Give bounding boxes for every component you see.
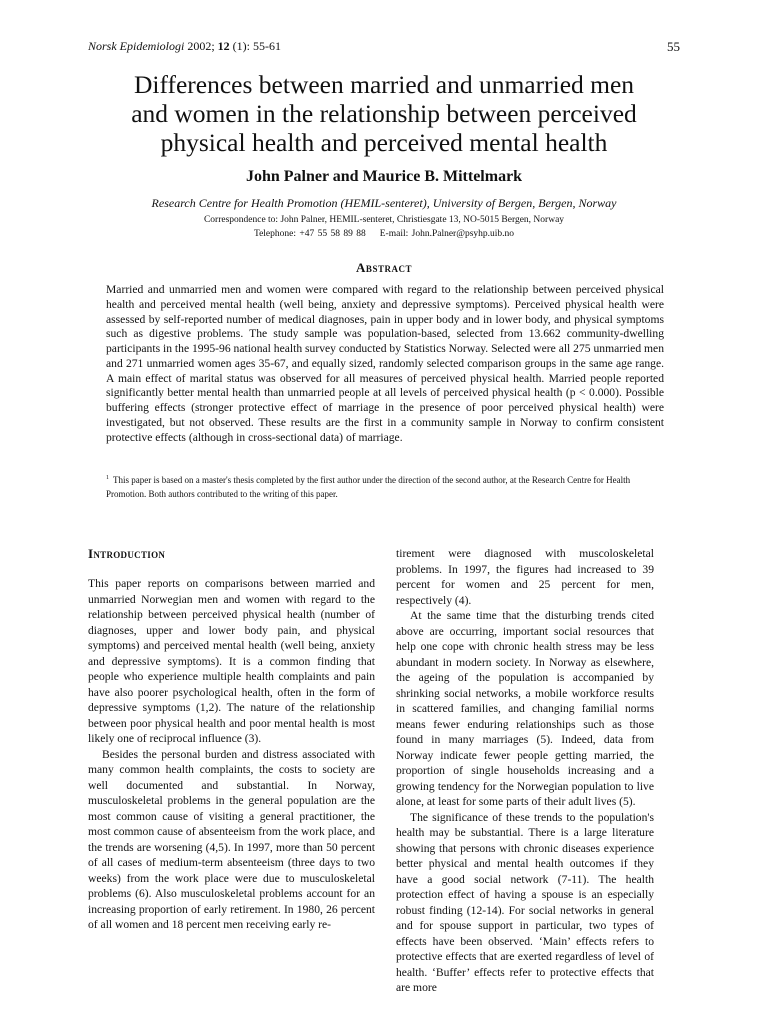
- email: E-mail: John.Palner@psyhp.uib.no: [379, 229, 515, 239]
- paragraph: This paper reports on comparisons between married and unmarried Norwegian men and women with regard to the relationship between perceived physical health (number of diagnoses, upper and lower body pain, and physical symptoms) and perceived mental health (well being, anxiety and depressive symptoms). It is a common finding that people who experience multiple health complaints and pain have also poorer psychological health, often in the form of depressive symptoms (1,2). The nature of the relationship between poor physical health and poor mental health is most likely one of reciprocal influence (3).: [88, 577, 375, 745]
- contact-line: [80, 229, 688, 239]
- title-line: and women in the relationship between perceived: [131, 99, 637, 128]
- telephone: Telephone: +47 55 58 89 88: [253, 229, 366, 239]
- title-line: physical health and perceived mental health: [160, 128, 608, 157]
- correspondence: Correspondence to: John Palner, HEMIL-senteret, Christiesgate 13, NO-5015 Bergen, Norway: [203, 215, 565, 225]
- footnote: [106, 472, 664, 501]
- journal-year: 2002;: [187, 39, 215, 53]
- paragraph: tirement were diagnosed with muscoloskeletal problems. In 1997, the figures had increased to 39 percent for women and 25 percent for men, respectively (4).: [396, 547, 654, 607]
- right-column: [396, 546, 654, 996]
- footnote-text: This paper is based on a master's thesis completed by the first author under the direction of the second author, at the Research Centre for Health Promotion. Both authors contributed to the writing of this paper.: [106, 475, 631, 499]
- page-number: 55: [667, 39, 680, 54]
- affiliation: Research Centre for Health Promotion (HEMIL-senteret), University of Bergen, Bergen, Norway: [151, 196, 617, 210]
- paragraph: The significance of these trends to the population's health may be substantial. There is a large literature showing that persons with chronic diseases experience better physical and mental health outcomes if they have a good social network (7-11). The health protection effect of having a spouse is an especially robust finding (12-14). For social networks in general and for spouse support in particular, two types of effects have been observed. ‘Main’ effects refers to protective effects that are exerted regardless of level of health. ‘Buffer’ effects refer to protective effects that are more: [396, 810, 654, 994]
- journal-issue-pages: (1): 55-61: [232, 39, 281, 53]
- paragraph: Besides the personal burden and distress associated with many common health complaints, the costs to society are well documented and substantial. In Norway, musculoskeletal problems in the general population are the most common cause of visiting a general practitioner, the most common cause of absenteeism from the work place, and the trends are worsening (4,5). In 1997, more than 50 percent of all cases of medium-term absenteeism (three days to two weeks) from the work place were due to musculoskeletal problems (6). Also musculoskeletal problems account for an increasing proportion of early retirement. In 1980, 26 percent of all women and 18 percent men receiving early re-: [88, 747, 375, 931]
- section-heading-introduction: Introduction: [88, 546, 166, 561]
- running-head: [88, 39, 680, 57]
- journal-name: Norsk Epidemiologi: [88, 39, 185, 53]
- paper-title: [80, 70, 688, 157]
- authors: John Palner and Maurice B. Mittelmark: [245, 168, 523, 185]
- abstract-body: Married and unmarried men and women were compared with regard to the relationship between perceived physical health and perceived mental health (well being, anxiety and depressive symptoms). Perceived physical health were assessed by self-reported number of medical diagnoses, pain in upper body and in lower body, and physical symptoms such as digestive problems. The study sample was population-based, selected from 13.662 community-dwelling participants in the 1995-96 national health survey conducted by Statistics Norway. Selected were all 275 unmarried men and 271 unmarried women ages 35-67, and equally sized, randomly selected comparison groups in the same age range. A main effect of marital status was observed for all measures of perceived physical health. Married people reported significantly better mental health than unmarried people at all levels of perceived physical health (p < 0.000). Possible buffering effects (stronger protective effect of marriage in the presence of poor perceived physical health) were investigated, but not observed. These results are the first in a community sample in Norway to confirm consistent protective effects (although in cross-sectional data) of marriage.: [106, 283, 664, 444]
- journal-volume: 12: [217, 39, 230, 53]
- title-line: Differences between married and unmarried men: [133, 70, 635, 99]
- left-column: [88, 576, 375, 933]
- footnote-marker: 1: [106, 475, 109, 481]
- abstract-heading: Abstract: [356, 260, 412, 275]
- paragraph: At the same time that the disturbing trends cited above are occurring, important social resources that help one cope with chronic health stress may be less abundant in modern society. In Norway as elsewhere, the ageing of the population is accompanied by shrinking social networks, a mobile workforce results in scattered families, and changing familial norms means fewer enduring relationships such as those found in many marriages (5). Indeed, data from Norway indicate fewer people getting married, the proportion of single households increasing and a growing tendency for the Norwegian population to live alone, at least for some parts of their adult lives (5).: [396, 609, 654, 808]
